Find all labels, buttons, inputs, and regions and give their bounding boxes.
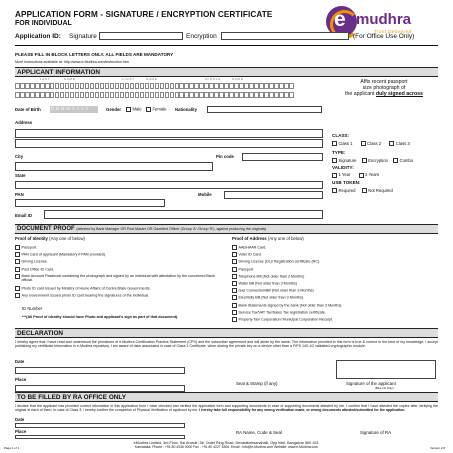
address-line-2[interactable] (15, 139, 323, 148)
gender-female-option[interactable]: Female (146, 107, 166, 112)
pincode-label: Pin code (216, 154, 234, 159)
validity-2-years-option[interactable]: 2 Years (359, 172, 379, 177)
footer-contact: Karnataka. Phone : +91 80 4336 0000 Fax : +91 80 4227 5306. Email : info@e-Mudhra.com Website: www.e-Mudhra.com (134, 445, 319, 449)
address-line-1[interactable] (15, 129, 323, 138)
identity-item-gov-photo-id[interactable]: Any Government issued photo ID card bearing the signatures of the individual. (15, 293, 227, 300)
version-label: Version 2.8 (430, 446, 446, 450)
name-field-line2[interactable] (15, 92, 294, 98)
dob-label: Date of Birth (15, 107, 41, 112)
declaration-place-field[interactable] (15, 385, 185, 392)
address-label: Address (15, 120, 33, 125)
address-item-gas[interactable]: Gas Connection/Bill (Not older than 3 Months) (232, 288, 438, 295)
appid-label: Application ID: (15, 33, 61, 40)
appid-encryption-field[interactable] (221, 32, 349, 40)
identity-item-passport[interactable]: Passport. (15, 245, 227, 252)
logo-tagline: Trust Delivered (374, 29, 412, 34)
address-item-voter-id[interactable]: Voter ID Card. (232, 252, 438, 259)
usb-required-option[interactable]: Required (332, 188, 356, 193)
appid-encryption-label: Encryption (186, 33, 217, 40)
ra-date-field[interactable] (15, 423, 185, 428)
identity-item-pan[interactable]: PAN Card of applicant (Mandatory if PAN provided). (15, 252, 227, 259)
identity-item-bank-passbook[interactable]: Bank Account Passbook containing the photograph and signed by an individual with attestation by the concerned Bank official. (15, 274, 227, 286)
ra-name-code-label: RA Name, Code & Seal (236, 430, 282, 435)
form-subtitle: FOR INDIVIDUAL (15, 20, 72, 27)
class-3-option[interactable]: Class 3 (389, 141, 409, 146)
name-part-last: L A S T (40, 77, 50, 81)
ra-place-label: Place (15, 429, 27, 434)
validity-1-year-option[interactable]: 1 Year (332, 172, 350, 177)
footer-address: eMudhra Limited, 3rd Floor, Sai Arcade, 56, Outer Ring Road, Devarabeesanahalli, Opp Intel, Bangalore 560 103. (133, 441, 320, 445)
usb-token-label: USB TOKEN: (332, 180, 361, 186)
city-label: City (15, 154, 24, 159)
declaration-place-label: Place (15, 377, 27, 382)
dob-field[interactable]: D D M M Y Y Y Y (50, 106, 98, 113)
class-1-option[interactable]: Class 1 (332, 141, 352, 146)
pan-field[interactable] (15, 199, 165, 207)
type-signature-option[interactable]: Signature (332, 158, 356, 163)
form-title: APPLICATION FORM - SIGNATURE / ENCRYPTION CERTIFICATE (15, 10, 273, 19)
type-label: TYPE: (332, 149, 346, 155)
office-use-note: (For Office Use Only) (353, 33, 415, 40)
ra-office-text: I declare that the applicant has provided correct information in this application form I have checked and verified the application form and supporting documents in case of supporting documents attested by me. I confirm that I have attested the copies after verifying the original of each of them. In case of Class 3, I hereby confirm the completion of Physical Verification of applicant by me. I hereby take full responsibility for any wrong verification made, or wrong documents attested/submitted for the application. (15, 404, 438, 413)
identity-proof-title: Proof of Identity (Any one of below) (15, 236, 85, 241)
address-item-tax-cert[interactable]: Service Tax/VAT Tax/Sales Tax registration certificate. (232, 310, 438, 317)
appid-signature-field[interactable] (99, 32, 183, 40)
divider (15, 45, 438, 46)
nationality-label: Nationality (175, 107, 197, 112)
address-item-bank-statement[interactable]: Bank Statements signed by the bank (Not older than 3 Months). (232, 303, 438, 310)
ra-office-header: TO BE FILLED BY RA OFFICE ONLY (15, 392, 438, 402)
state-label: State (15, 173, 26, 178)
validity-label: VALIDITY: (332, 165, 354, 171)
identity-item-post-office[interactable]: Post Office ID Card. (15, 267, 227, 274)
document-proof-note: (attested by Bank Manager OR Post Master OR Gazetted Officer (Group 'A' /Group 'B'), against producing the originals) (76, 227, 267, 231)
identity-item-driving-license[interactable]: Driving License. (15, 259, 227, 266)
declaration-text: I hereby agree that I have read and understood the provisions of e-Mudhra Certification Practice Statement (CPS) and the subscriber agreement and will abide by the same. The information provided in this form is true & correct to the best of my knowledge. I accept publishing my certificate information in e-Mudhra repository. I am aware of risks associated in case of Class 1 Certificate, when storing the private key on a device other than a FIPS 140-1/2 validated cryptographic module. (15, 340, 438, 349)
mobile-label: Mobile (198, 192, 212, 197)
address-item-telephone[interactable]: Telephone Bill (Not older than 3 Months) (232, 274, 438, 281)
mandatory-note: PLEASE FILL IN BLOCK LETTERS ONLY. ALL FIELDS ARE MANDATORY (15, 52, 174, 57)
appid-signature-label: Signature (69, 33, 97, 40)
pincode-field[interactable] (242, 153, 323, 161)
name-part-first: F I R S T (122, 77, 134, 81)
class-2-option[interactable]: Class 2 (361, 141, 381, 146)
applicant-signature-label: Signature of the applicant (346, 381, 396, 386)
type-encryption-option[interactable]: Encryption (362, 158, 388, 163)
city-field[interactable] (15, 162, 213, 171)
declaration-date-field[interactable] (15, 367, 185, 374)
address-item-electricity[interactable]: Electricity Bill (Not older than 3 Months). (232, 295, 438, 302)
blue-ink-note: (Blue Ink Only) (375, 386, 394, 390)
application-id-row (15, 32, 438, 44)
identity-proof-list (15, 245, 227, 300)
declaration-header: DECLARATION (15, 328, 438, 338)
name-part-middle: M I D D L E (205, 77, 221, 81)
checkbox-icon[interactable] (146, 107, 151, 112)
id-number-label: ID Number (22, 306, 43, 311)
ra-date-label: Date (15, 417, 25, 422)
id-proof-note: ***(All Proof of identity should have Photo and applicant's sign as part of that document). (22, 315, 179, 319)
instructions-note: More Instructions available at: http://www.e-Mudhra.com/instruction.htm (15, 60, 129, 64)
name-part-middle-name: N A M E (232, 77, 243, 81)
emudhra-logo: e mudhra Trust Delivered (326, 5, 438, 41)
name-field[interactable] (15, 83, 294, 89)
declaration-date-label: Date (15, 359, 25, 364)
photo-box[interactable]: Affix recent passport size photograph of the applicant duly signed across (345, 79, 423, 97)
logo-brand: mudhra (356, 11, 412, 28)
page-number: Page 1 of 1 (4, 446, 20, 450)
class-label: CLASS: (332, 133, 350, 138)
email-label: Email ID (15, 213, 32, 218)
address-item-aadhaar[interactable]: AADHAAR Card. (232, 245, 438, 252)
address-item-property-tax[interactable]: Property Tax/ Corporation/ Municipal Corporation Receipt. (232, 317, 438, 324)
gender-male-option[interactable]: Male (126, 107, 142, 112)
applicant-section-header: APPLICANT INFORMATION (15, 67, 438, 77)
usb-not-required-option[interactable]: Not Required (362, 188, 393, 193)
state-field[interactable] (15, 181, 323, 189)
type-combo-option[interactable]: Combo (393, 158, 413, 163)
pan-label: PAN (15, 192, 24, 197)
applicant-signature-box[interactable] (336, 360, 436, 379)
mobile-field[interactable] (224, 191, 323, 199)
nationality-field[interactable] (207, 106, 322, 113)
address-item-dl-rc[interactable]: Driving License (DL)/ Registration certificate (RC). (232, 259, 438, 266)
address-item-passport[interactable]: Passport. (232, 267, 438, 274)
ra-signature-label: Signature of RA (360, 430, 391, 435)
address-item-water[interactable]: Water Bill (Not older than 3 Months) (232, 281, 438, 288)
identity-item-photo-id[interactable]: Photo ID card issued by Ministry of Home Affairs of Centre/State Governments. (15, 286, 227, 293)
document-proof-header: DOCUMENT PROOF (attested by Bank Manager OR Post Master OR Gazetted Officer (Group 'A' /Group 'B'), against producing the originals) (15, 224, 438, 234)
email-field[interactable] (44, 210, 323, 219)
address-proof-title: Proof of Address (Any one of below) (232, 236, 304, 241)
gender-label: Gender (106, 107, 122, 112)
name-part-last-name: N A M E (64, 77, 75, 81)
address-proof-list (232, 245, 438, 324)
class-panel (332, 133, 438, 201)
checkbox-icon[interactable] (126, 107, 131, 112)
ra-place-field[interactable] (15, 435, 185, 439)
seal-stamp-label: Seal & Stamp (if any) (236, 381, 278, 386)
name-part-first-name: N A M E (146, 77, 157, 81)
